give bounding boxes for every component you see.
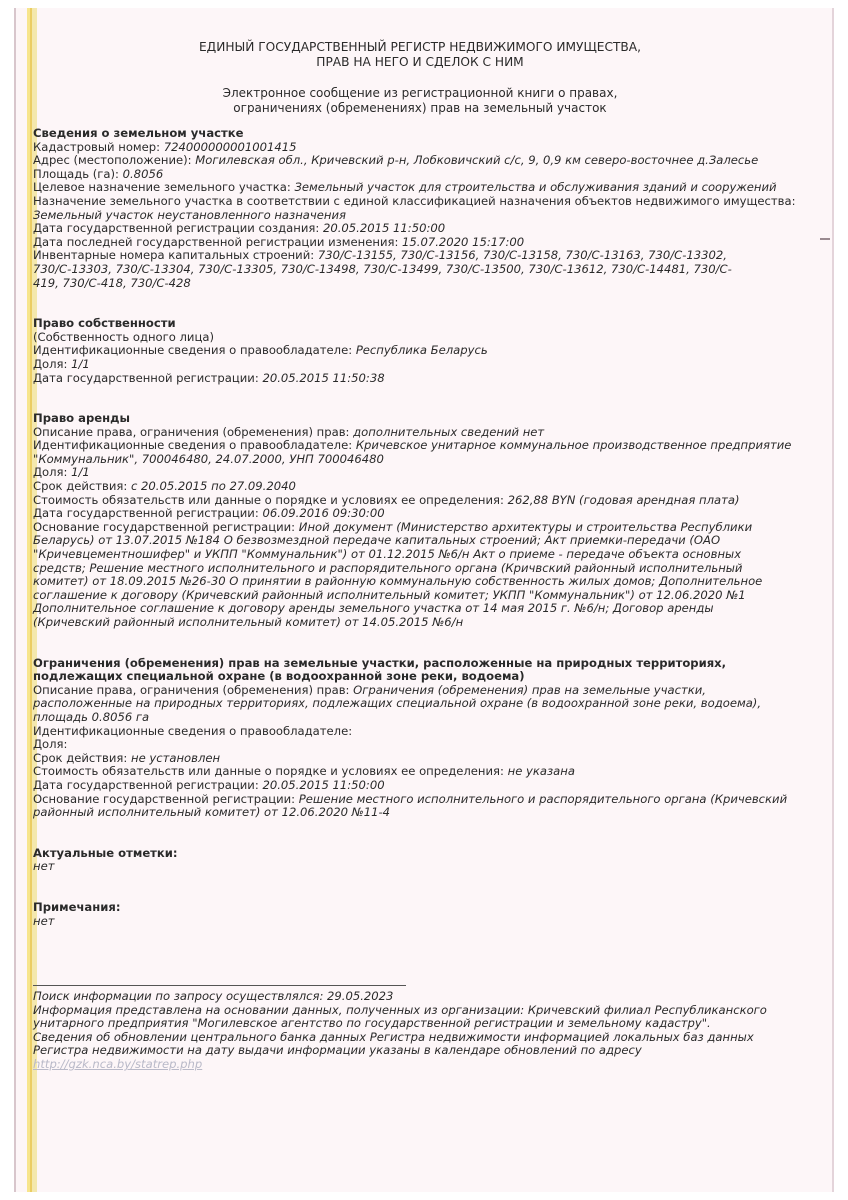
- ownership-holder-row: [33, 344, 813, 358]
- created-row: [33, 222, 813, 236]
- lease-section-title: Право аренды: [33, 411, 131, 426]
- restriction-basis-label: Основание государственной регистрации:: [33, 791, 299, 806]
- lease-share-label: Доля:: [33, 465, 72, 480]
- lease-holder-label: Идентификационные сведения о правообладателе:: [33, 438, 356, 453]
- restriction-term-value: не установлен: [130, 750, 221, 765]
- lease-term-label: Срок действия:: [33, 479, 131, 494]
- lease-holder-value-line2: "Коммунальник", 700046480, 24.07.2000, УНП 700046480: [33, 451, 384, 466]
- footer-line5: Регистра недвижимости на дату выдачи информации указаны в календаре обновлений по адресу: [33, 1043, 642, 1058]
- address-value: Могилевская обл., Кричевский р-н, Лобковичский с/с, 9, 0,9 км северо-восточнее д.Залесье: [195, 153, 759, 168]
- header-title-line1: ЕДИНЫЙ ГОСУДАРСТВЕННЫЙ РЕГИСТР НЕДВИЖИМОГО ИМУЩЕСТВА,: [198, 40, 642, 54]
- inventory-row: [33, 249, 813, 263]
- cadastral-value: 724000000001001415: [163, 139, 297, 154]
- restriction-basis-line1: Решение местного исполнительного и распорядительного органа (Кричевский: [298, 791, 788, 806]
- restriction-term-row: [33, 752, 813, 766]
- purpose-label: Целевое назначение земельного участка:: [33, 180, 295, 195]
- lease-basis-line2: Беларусь) от 13.07.2015 №184 О безвозмездной передаче капитальных строений; Акт приемки-передачи (ОАО: [33, 533, 721, 548]
- restriction-cost-value: не указана: [507, 764, 575, 779]
- lease-holder-value-line1: Кричевское унитарное коммунальное производственное предприятие: [355, 438, 792, 453]
- restriction-desc-row: [33, 684, 813, 698]
- marks-title: Актуальные отметки:: [33, 845, 178, 860]
- marks-value: нет: [33, 859, 55, 874]
- lease-reg-label: Дата государственной регистрации:: [33, 506, 263, 521]
- purpose-value: Земельный участок для строительства и обслуживания зданий и сооружений: [294, 180, 777, 195]
- lease-basis-line3: "Кричевцементношифер" и УКПП "Коммунальник") от 01.12.2015 №6/н Акт о приеме - передаче объекта основных: [33, 547, 742, 562]
- document-body: [33, 127, 813, 928]
- lease-desc-row: [33, 426, 813, 440]
- restriction-cost-label: Стоимость обязательств или данные о порядке и условиях ее определения:: [33, 764, 508, 779]
- restriction-cost-row: [33, 765, 813, 779]
- inventory-value-line3: 419, 730/С-418, 730/С-428: [33, 275, 191, 290]
- restriction-title-line1: Ограничения (обременения) прав на земельные участки, расположенные на природных территориях,: [33, 655, 727, 670]
- lease-share-row: [33, 466, 813, 480]
- lease-share-value: 1/1: [71, 465, 90, 480]
- lease-cost-value: 262,88 BYN (годовая арендная плата): [507, 492, 740, 507]
- classification-label: Назначение земельного участка в соответствии с единой классификацией назначения объектов недвижимого имущества:: [33, 193, 796, 208]
- footer-line3: унитарного предприятия "Могилевское агентство по государственной регистрации и земельному кадастру".: [33, 1016, 711, 1031]
- lease-term-value: с 20.05.2015 по 27.09.2040: [130, 479, 296, 494]
- area-label: Площадь (га):: [33, 166, 123, 181]
- lease-basis-line6: соглашение к договору (Кричевский районный исполнительный комитет; УКПП "Коммунальник") от 12.06.2020 №1: [33, 587, 746, 602]
- address-label: Адрес (местоположение):: [33, 153, 196, 168]
- restriction-reg-row: [33, 779, 813, 793]
- restriction-basis-row: [33, 793, 813, 807]
- created-label: Дата государственной регистрации создания:: [33, 221, 323, 236]
- changed-row: [33, 236, 813, 250]
- subtitle-line1: Электронное сообщение из регистрационной книги о правах,: [222, 86, 618, 100]
- lease-basis-line7: Дополнительное соглашение к договору аренды земельного участка от 14 мая 2015 г. №6/н; Договор аренды: [33, 601, 714, 616]
- subtitle-line2: ограничениях (обременениях) прав на земельный участок: [233, 100, 607, 115]
- ownership-reg-row: [33, 372, 813, 386]
- lease-cost-label: Стоимость обязательств или данные о порядке и условиях ее определения:: [33, 492, 508, 507]
- changed-value: 15.07.2020 15:17:00: [402, 234, 525, 249]
- document-header: [80, 40, 760, 70]
- inventory-value-line1: 730/С-13155, 730/С-13156, 730/С-13158, 730/С-13163, 730/С-13302,: [317, 248, 727, 263]
- ownership-share-value: 1/1: [71, 356, 90, 371]
- created-value: 20.05.2015 11:50:00: [322, 221, 446, 236]
- inventory-value-line2: 730/С-13303, 730/С-13304, 730/С-13305, 730/С-13498, 730/С-13499, 730/С-13500, 730/С-13612, 730/С-14481, 730/С-: [33, 261, 732, 276]
- lease-basis-line8: (Кричевский районный исполнительный комитет) от 14.05.2015 №6/н: [33, 615, 464, 629]
- lease-cost-row: [33, 494, 813, 508]
- restriction-share-label: Доля:: [33, 737, 68, 752]
- lease-basis-line5: комитет) от 18.09.2015 №26-30 О принятии в районную коммунальную собственность жилых домов; Дополнительное: [33, 574, 763, 589]
- footer-divider: [33, 985, 406, 986]
- footer-line1: Поиск информации по запросу осуществлялся: 29.05.2023: [33, 989, 394, 1003]
- restriction-desc-line3: площадь 0.8056 га: [33, 709, 150, 724]
- scan-edge-left: [14, 8, 16, 1192]
- statrep-link[interactable]: http://gzk.nca.by/statrep.php: [33, 1056, 203, 1071]
- ownership-holder-label: Идентификационные сведения о правообладателе:: [33, 343, 356, 358]
- land-section-title: Сведения о земельном участке: [33, 126, 244, 140]
- notes-value: нет: [33, 913, 55, 928]
- scan-edge-right: [832, 8, 834, 1192]
- cadastral-label: Кадастровый номер:: [33, 139, 164, 154]
- ownership-holder-value: Республика Беларусь: [355, 343, 488, 358]
- lease-term-row: [33, 480, 813, 494]
- lease-reg-value: 06.09.2016 09:30:00: [262, 506, 385, 521]
- document-footer: [33, 990, 813, 1072]
- ownership-section-title: Право собственности: [33, 316, 176, 331]
- changed-label: Дата последней государственной регистрации изменения:: [33, 234, 403, 249]
- lease-desc-label: Описание права, ограничения (обременения) прав:: [33, 424, 354, 439]
- ownership-reg-label: Дата государственной регистрации:: [33, 370, 263, 385]
- ownership-share-label: Доля:: [33, 356, 72, 371]
- area-row: [33, 168, 813, 182]
- area-value: 0.8056: [122, 166, 164, 181]
- lease-basis-line4: средств; Решение местного исполнительного и распорядительного органа (Кричвский районный исполнительный: [33, 560, 743, 575]
- ownership-reg-value: 20.05.2015 11:50:38: [262, 370, 385, 385]
- scan-mark: [820, 238, 830, 240]
- lease-basis-label: Основание государственной регистрации:: [33, 519, 299, 534]
- purpose-row: [33, 181, 813, 195]
- lease-basis-line1: Иной документ (Министерство архитектуры и строительства Республики: [298, 519, 753, 534]
- restriction-reg-label: Дата государственной регистрации:: [33, 777, 263, 792]
- restriction-desc-line1: Ограничения (обременения) прав на земельные участки,: [353, 682, 706, 697]
- footer-line4: Сведения об обновлении центрального банка данных Регистра недвижимости информацией локальных баз данных: [33, 1029, 754, 1044]
- restriction-holder-label: Идентификационные сведения о правообладателе:: [33, 723, 353, 738]
- inventory-label: Инвентарные номера капитальных строений:: [33, 248, 318, 263]
- address-row: [33, 154, 813, 168]
- restriction-desc-label: Описание права, ограничения (обременения) прав:: [33, 682, 354, 697]
- footer-line2: Информация представлена на основании данных, полученных из организации: Кричевский филиал Республиканского: [33, 1002, 767, 1017]
- lease-basis-row: [33, 521, 813, 535]
- restriction-basis-line2: районный исполнительный комитет) от 12.06.2020 №11-4: [33, 805, 391, 820]
- restriction-term-label: Срок действия:: [33, 750, 131, 765]
- restriction-reg-value: 20.05.2015 11:50:00: [262, 777, 385, 792]
- restriction-desc-line2: расположенные на природных территориях, подлежащих специальной охране (в водоохранной зоне реки, водоема),: [33, 696, 762, 711]
- classification-value: Земельный участок неустановленного назначения: [33, 207, 346, 222]
- ownership-type: (Собственность одного лица): [33, 329, 214, 344]
- lease-desc-value: дополнительных сведений нет: [353, 424, 545, 439]
- notes-title: Примечания:: [33, 899, 121, 914]
- cadastral-number-row: [33, 141, 813, 155]
- lease-holder-row: [33, 439, 813, 453]
- header-title-line2: ПРАВ НА НЕГО И СДЕЛОК С НИМ: [316, 55, 524, 69]
- document-subheader: [80, 86, 760, 115]
- lease-reg-row: [33, 507, 813, 521]
- ownership-share-row: [33, 358, 813, 372]
- restriction-title-line2: подлежащих специальной охране (в водоохранной зоне реки, водоема): [33, 669, 525, 684]
